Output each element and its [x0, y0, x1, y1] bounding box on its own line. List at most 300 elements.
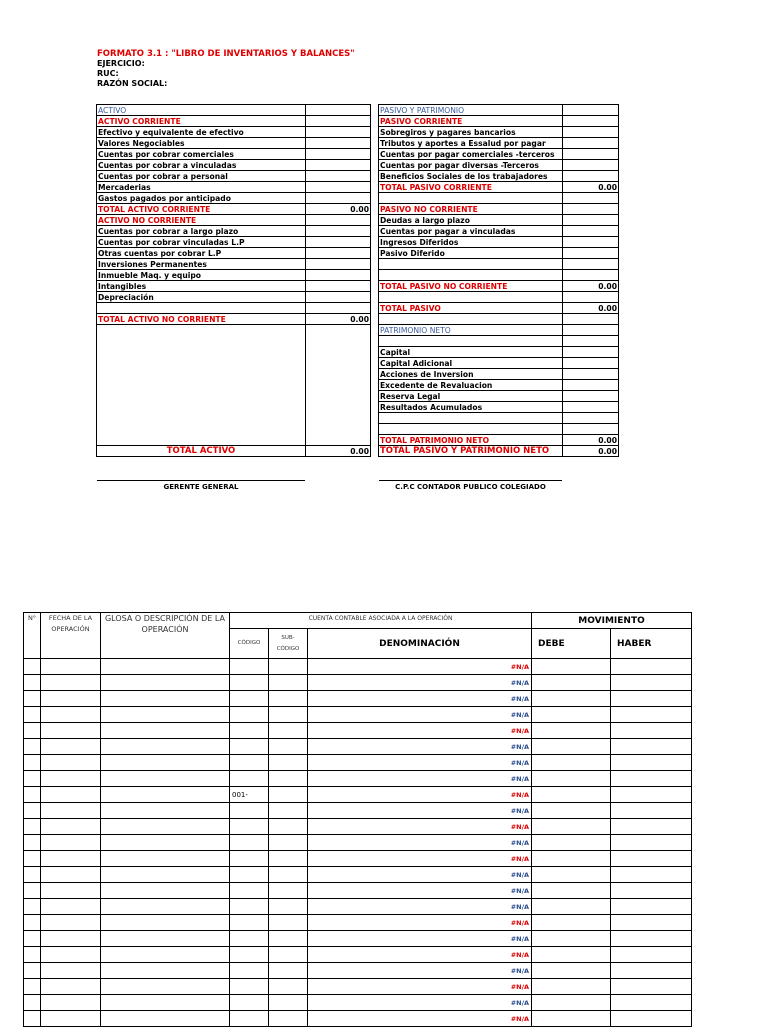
activo-row-value: [306, 138, 371, 149]
pasivo-row-value: [563, 347, 619, 358]
diario-haber-cell: [611, 723, 692, 739]
diario-subcodigo-cell: [269, 691, 308, 707]
diario-row: [24, 675, 692, 691]
pasivo-row-value: [563, 237, 619, 248]
total-pasivo-patrimonio-label: TOTAL PASIVO Y PATRIMONIO NETO: [379, 446, 563, 457]
pasivo-row-value: [563, 171, 619, 182]
pasivo-row-label: Resultados Acumulados: [379, 402, 563, 413]
diario-numero-cell: [24, 691, 41, 707]
activo-row-label: Intangibles: [97, 281, 306, 292]
diario-denominacion-cell: #N/A: [308, 883, 532, 899]
diario-fecha-cell: [41, 659, 101, 675]
pasivo-row: [379, 270, 619, 281]
diario-fecha-cell: [41, 723, 101, 739]
activo-row: [97, 259, 371, 270]
activo-row-value: [306, 270, 371, 281]
diario-numero-cell: [24, 947, 41, 963]
activo-row-value: [306, 193, 371, 204]
diario-codigo-cell: [230, 739, 269, 755]
diario-subcodigo-cell: [269, 915, 308, 931]
col-fecha-header: FECHA DE LA OPERACIÓN: [41, 613, 101, 659]
activo-row-label: Inmueble Maq. y equipo: [97, 270, 306, 281]
pasivo-row-label: Deudas a largo plazo: [379, 215, 563, 226]
diario-numero-cell: [24, 659, 41, 675]
diario-denominacion-cell: #N/A: [308, 771, 532, 787]
activo-row-value: [306, 127, 371, 138]
diario-numero-cell: [24, 979, 41, 995]
diario-denominacion-cell: #N/A: [308, 803, 532, 819]
diario-row: [24, 915, 692, 931]
pasivo-row-label: Tributos y aportes a Essalud por pagar: [379, 138, 563, 149]
diario-glosa-cell: [101, 1011, 230, 1027]
diario-numero-cell: [24, 899, 41, 915]
activo-row-label: Mercaderias: [97, 182, 306, 193]
diario-glosa-cell: [101, 915, 230, 931]
diario-numero-cell: [24, 931, 41, 947]
pasivo-row-label: Excedente de Revaluacion: [379, 380, 563, 391]
diario-haber-cell: [611, 851, 692, 867]
pasivo-row-value: [563, 270, 619, 281]
activo-row-label: Gastos pagados por anticipado: [97, 193, 306, 204]
diario-haber-cell: [611, 979, 692, 995]
pasivo-row-label: [379, 424, 563, 435]
activo-row-label: Cuentas por cobrar vinculadas L.P: [97, 237, 306, 248]
col-codigo-header: CÓDIGO: [230, 629, 269, 659]
diario-glosa-cell: [101, 995, 230, 1011]
diario-codigo-cell: [230, 835, 269, 851]
diario-debe-cell: [532, 787, 611, 803]
col-numero-header: N°: [24, 613, 41, 659]
diario-fecha-cell: [41, 835, 101, 851]
col-movimiento-header: MOVIMIENTO: [532, 613, 692, 629]
diario-denominacion-cell: #N/A: [308, 899, 532, 915]
pasivo-row-label: TOTAL PASIVO NO CORRIENTE: [379, 281, 563, 292]
diario-subcodigo-cell: [269, 675, 308, 691]
pasivo-row: [379, 149, 619, 160]
diario-haber-cell: [611, 915, 692, 931]
diario-haber-cell: [611, 819, 692, 835]
activo-table: [96, 104, 371, 457]
signature-contador: C.P.C CONTADOR PUBLICO COLEGIADO: [379, 480, 562, 491]
diario-denominacion-cell: #N/A: [308, 963, 532, 979]
diario-codigo-cell: [230, 931, 269, 947]
diario-debe-cell: [532, 771, 611, 787]
pasivo-row: [379, 347, 619, 358]
diario-haber-cell: [611, 995, 692, 1011]
diario-subcodigo-cell: [269, 803, 308, 819]
pasivo-row-label: TOTAL PATRIMONIO NETO: [379, 435, 563, 446]
diario-haber-cell: [611, 835, 692, 851]
pasivo-row: [379, 127, 619, 138]
diario-numero-cell: [24, 675, 41, 691]
diario-codigo-cell: [230, 723, 269, 739]
libro-diario-table: [23, 612, 692, 1027]
diario-glosa-cell: [101, 659, 230, 675]
activo-row-label: Cuentas por cobrar a vinculadas: [97, 160, 306, 171]
diario-denominacion-cell: #N/A: [308, 995, 532, 1011]
diario-fecha-cell: [41, 867, 101, 883]
activo-row-label: Depreciación: [97, 292, 306, 303]
diario-row: [24, 755, 692, 771]
activo-row-value: [306, 182, 371, 193]
activo-row: [97, 270, 371, 281]
pasivo-row-label: [379, 292, 563, 303]
activo-row: [97, 127, 371, 138]
diario-numero-cell: [24, 995, 41, 1011]
diario-fecha-cell: [41, 899, 101, 915]
diario-fecha-cell: [41, 803, 101, 819]
activo-row-value: [306, 226, 371, 237]
diario-haber-cell: [611, 899, 692, 915]
diario-codigo-cell: [230, 947, 269, 963]
pasivo-row-label: [379, 259, 563, 270]
diario-haber-cell: [611, 883, 692, 899]
diario-haber-cell: [611, 963, 692, 979]
pasivo-row-value: [563, 391, 619, 402]
activo-row: [97, 204, 371, 215]
diario-codigo-cell: [230, 995, 269, 1011]
diario-fecha-cell: [41, 691, 101, 707]
diario-row: [24, 739, 692, 755]
diario-debe-cell: [532, 947, 611, 963]
pasivo-row-value: [563, 116, 619, 127]
pasivo-row: [379, 215, 619, 226]
diario-fecha-cell: [41, 819, 101, 835]
diario-subcodigo-cell: [269, 787, 308, 803]
diario-debe-cell: [532, 755, 611, 771]
diario-row: [24, 723, 692, 739]
activo-row-value: [306, 116, 371, 127]
activo-total-row: [97, 446, 371, 457]
diario-fecha-cell: [41, 915, 101, 931]
diario-denominacion-cell: #N/A: [308, 739, 532, 755]
pasivo-row-value: [563, 413, 619, 424]
pasivo-row-value: [563, 358, 619, 369]
pasivo-row-value: [563, 127, 619, 138]
pasivo-row-value: [563, 424, 619, 435]
pasivo-row-label: PASIVO CORRIENTE: [379, 116, 563, 127]
diario-debe-cell: [532, 963, 611, 979]
diario-denominacion-cell: #N/A: [308, 931, 532, 947]
diario-codigo-cell: [230, 707, 269, 723]
pasivo-row: [379, 402, 619, 413]
diario-subcodigo-cell: [269, 659, 308, 675]
pasivo-row-label: [379, 413, 563, 424]
diario-glosa-cell: [101, 803, 230, 819]
activo-row-label: Inversiones Permanentes: [97, 259, 306, 270]
diario-codigo-cell: [230, 659, 269, 675]
diario-haber-cell: [611, 739, 692, 755]
pasivo-row-label: PATRIMONIO NETO: [379, 325, 563, 336]
diario-denominacion-cell: #N/A: [308, 723, 532, 739]
pasivo-heading: PASIVO Y PATRIMONIO: [379, 105, 563, 116]
total-pasivo-patrimonio-value: 0.00: [563, 446, 619, 457]
diario-denominacion-cell: #N/A: [308, 915, 532, 931]
pasivo-row: [379, 259, 619, 270]
diario-codigo-cell: [230, 1011, 269, 1027]
diario-subcodigo-cell: [269, 963, 308, 979]
diario-codigo-cell: [230, 915, 269, 931]
diario-codigo-cell: [230, 771, 269, 787]
diario-row: [24, 947, 692, 963]
diario-fecha-cell: [41, 963, 101, 979]
activo-row-value: [306, 292, 371, 303]
diario-haber-cell: [611, 659, 692, 675]
diario-fecha-cell: [41, 995, 101, 1011]
diario-subcodigo-cell: [269, 1011, 308, 1027]
pasivo-row: [379, 138, 619, 149]
diario-fecha-cell: [41, 771, 101, 787]
diario-row: [24, 963, 692, 979]
diario-haber-cell: [611, 1011, 692, 1027]
diario-glosa-cell: [101, 819, 230, 835]
ruc-label: RUC:: [97, 69, 119, 78]
diario-row: [24, 771, 692, 787]
col-haber-header: HABER: [611, 629, 692, 659]
pasivo-row-label: Beneficios Sociales de los trabajadores: [379, 171, 563, 182]
pasivo-row-value: 0.00: [563, 303, 619, 314]
diario-row: [24, 931, 692, 947]
pasivo-row: [379, 204, 619, 215]
activo-row: [97, 303, 371, 314]
pasivo-row-value: [563, 193, 619, 204]
pasivo-row-value: 0.00: [563, 435, 619, 446]
activo-row: [97, 314, 371, 325]
diario-fecha-cell: [41, 851, 101, 867]
pasivo-row-label: [379, 314, 563, 325]
diario-glosa-cell: [101, 899, 230, 915]
diario-denominacion-cell: #N/A: [308, 979, 532, 995]
diario-numero-cell: [24, 787, 41, 803]
pasivo-row: [379, 369, 619, 380]
activo-row-label: Cuentas por cobrar a personal: [97, 171, 306, 182]
pasivo-row: [379, 171, 619, 182]
activo-row: [97, 116, 371, 127]
pasivo-row: [379, 237, 619, 248]
activo-row: [97, 193, 371, 204]
diario-subcodigo-cell: [269, 995, 308, 1011]
diario-codigo-cell: [230, 819, 269, 835]
pasivo-row: [379, 160, 619, 171]
pasivo-row-label: Sobregiros y pagares bancarios: [379, 127, 563, 138]
diario-debe-cell: [532, 819, 611, 835]
diario-numero-cell: [24, 707, 41, 723]
diario-subcodigo-cell: [269, 867, 308, 883]
diario-subcodigo-cell: [269, 851, 308, 867]
activo-heading-value: [306, 105, 371, 116]
activo-row-label: Valores Negociables: [97, 138, 306, 149]
pasivo-row-value: [563, 160, 619, 171]
diario-row: [24, 883, 692, 899]
pasivo-row-label: TOTAL PASIVO CORRIENTE: [379, 182, 563, 193]
pasivo-row: [379, 391, 619, 402]
activo-row-label: Cuentas por cobrar comerciales: [97, 149, 306, 160]
diario-haber-cell: [611, 771, 692, 787]
pasivo-row: [379, 292, 619, 303]
diario-denominacion-cell: #N/A: [308, 675, 532, 691]
diario-glosa-cell: [101, 739, 230, 755]
activo-row: [97, 281, 371, 292]
diario-glosa-cell: [101, 787, 230, 803]
activo-row-label: Otras cuentas por cobrar L.P: [97, 248, 306, 259]
document-header: [97, 49, 355, 89]
diario-denominacion-cell: #N/A: [308, 1011, 532, 1027]
activo-row-value: [306, 149, 371, 160]
diario-glosa-cell: [101, 851, 230, 867]
ejercicio-label: EJERCICIO:: [97, 59, 145, 68]
diario-debe-cell: [532, 803, 611, 819]
diario-haber-cell: [611, 867, 692, 883]
pasivo-row-label: Acciones de Inversion: [379, 369, 563, 380]
diario-numero-cell: [24, 771, 41, 787]
diario-row: [24, 851, 692, 867]
pasivo-row-value: [563, 292, 619, 303]
activo-row-label: Efectivo y equivalente de efectivo: [97, 127, 306, 138]
activo-row-value: [306, 248, 371, 259]
diario-denominacion-cell: #N/A: [308, 851, 532, 867]
diario-row: [24, 1011, 692, 1027]
diario-debe-cell: [532, 899, 611, 915]
diario-codigo-cell: [230, 963, 269, 979]
diario-subcodigo-cell: [269, 931, 308, 947]
diario-fecha-cell: [41, 931, 101, 947]
diario-numero-cell: [24, 739, 41, 755]
diario-codigo-cell: [230, 867, 269, 883]
pasivo-row-value: [563, 138, 619, 149]
diario-glosa-cell: [101, 707, 230, 723]
activo-row-label: ACTIVO CORRIENTE: [97, 116, 306, 127]
diario-debe-cell: [532, 659, 611, 675]
activo-row: [97, 215, 371, 226]
pasivo-row-label: [379, 270, 563, 281]
activo-row-value: [306, 281, 371, 292]
diario-denominacion-cell: #N/A: [308, 835, 532, 851]
diario-fecha-cell: [41, 979, 101, 995]
diario-subcodigo-cell: [269, 707, 308, 723]
diario-row: [24, 787, 692, 803]
activo-row-value: [306, 259, 371, 270]
activo-row-value: [306, 171, 371, 182]
pasivo-row-value: [563, 314, 619, 325]
diario-fecha-cell: [41, 707, 101, 723]
diario-row: [24, 819, 692, 835]
diario-haber-cell: [611, 803, 692, 819]
diario-numero-cell: [24, 755, 41, 771]
pasivo-row: [379, 435, 619, 446]
diario-denominacion-cell: #N/A: [308, 691, 532, 707]
activo-row-label: [97, 303, 306, 314]
diario-row: [24, 899, 692, 915]
pasivo-row-value: 0.00: [563, 182, 619, 193]
pasivo-row-value: [563, 336, 619, 347]
pasivo-row-label: Cuentas por pagar a vinculadas: [379, 226, 563, 237]
diario-subcodigo-cell: [269, 755, 308, 771]
pasivo-row-label: TOTAL PASIVO: [379, 303, 563, 314]
diario-subcodigo-cell: [269, 835, 308, 851]
diario-fecha-cell: [41, 787, 101, 803]
pasivo-row: [379, 193, 619, 204]
activo-row: [97, 292, 371, 303]
activo-row-label: ACTIVO NO CORRIENTE: [97, 215, 306, 226]
diario-haber-cell: [611, 707, 692, 723]
diario-debe-cell: [532, 851, 611, 867]
diario-numero-cell: [24, 803, 41, 819]
activo-row: [97, 182, 371, 193]
diario-fecha-cell: [41, 675, 101, 691]
pasivo-row-label: Capital Adicional: [379, 358, 563, 369]
diario-subcodigo-cell: [269, 883, 308, 899]
pasivo-row-value: [563, 149, 619, 160]
pasivo-row-label: Cuentas por pagar diversas -Terceros: [379, 160, 563, 171]
diario-debe-cell: [532, 915, 611, 931]
activo-row: [97, 248, 371, 259]
pasivo-row-value: [563, 380, 619, 391]
pasivo-row-value: [563, 325, 619, 336]
diario-debe-cell: [532, 723, 611, 739]
pasivo-total-row: [379, 446, 619, 457]
diario-denominacion-cell: #N/A: [308, 659, 532, 675]
total-activo-label: TOTAL ACTIVO: [97, 446, 306, 457]
diario-subcodigo-cell: [269, 979, 308, 995]
pasivo-row-label: Cuentas por pagar comerciales -terceros: [379, 149, 563, 160]
diario-fecha-cell: [41, 1011, 101, 1027]
diario-subcodigo-cell: [269, 771, 308, 787]
activo-row-value: [306, 237, 371, 248]
col-debe-header: DEBE: [532, 629, 611, 659]
diario-row: [24, 659, 692, 675]
activo-row: [97, 149, 371, 160]
diario-debe-cell: [532, 675, 611, 691]
pasivo-row-value: [563, 226, 619, 237]
diario-haber-cell: [611, 675, 692, 691]
diario-debe-cell: [532, 995, 611, 1011]
diario-glosa-cell: [101, 867, 230, 883]
diario-numero-cell: [24, 963, 41, 979]
activo-row-label: Cuentas por cobrar a largo plazo: [97, 226, 306, 237]
activo-blank-value: [306, 325, 371, 446]
diario-glosa-cell: [101, 723, 230, 739]
col-glosa-header: GLOSA O DESCRIPCIÓN DE LA OPERACIÓN: [101, 613, 230, 659]
diario-row: [24, 835, 692, 851]
diario-numero-cell: [24, 915, 41, 931]
pasivo-row-value: 0.00: [563, 281, 619, 292]
diario-codigo-cell: [230, 883, 269, 899]
activo-row-value: 0.00: [306, 204, 371, 215]
diario-glosa-cell: [101, 675, 230, 691]
pasivo-row: [379, 413, 619, 424]
pasivo-row-value: [563, 248, 619, 259]
pasivo-row: [379, 314, 619, 325]
activo-row: [97, 160, 371, 171]
pasivo-row-value: [563, 402, 619, 413]
pasivo-table: [378, 104, 619, 457]
diario-codigo-cell: [230, 851, 269, 867]
diario-numero-cell: [24, 851, 41, 867]
diario-row: [24, 707, 692, 723]
diario-row: [24, 995, 692, 1011]
activo-row: [97, 171, 371, 182]
diario-row: [24, 979, 692, 995]
pasivo-row-value: [563, 369, 619, 380]
diario-debe-cell: [532, 691, 611, 707]
col-denominacion-header: DENOMINACIÓN: [308, 629, 532, 659]
diario-debe-cell: [532, 931, 611, 947]
diario-glosa-cell: [101, 883, 230, 899]
diario-codigo-cell: [230, 691, 269, 707]
diario-denominacion-cell: #N/A: [308, 867, 532, 883]
diario-numero-cell: [24, 1011, 41, 1027]
diario-denominacion-cell: #N/A: [308, 707, 532, 723]
